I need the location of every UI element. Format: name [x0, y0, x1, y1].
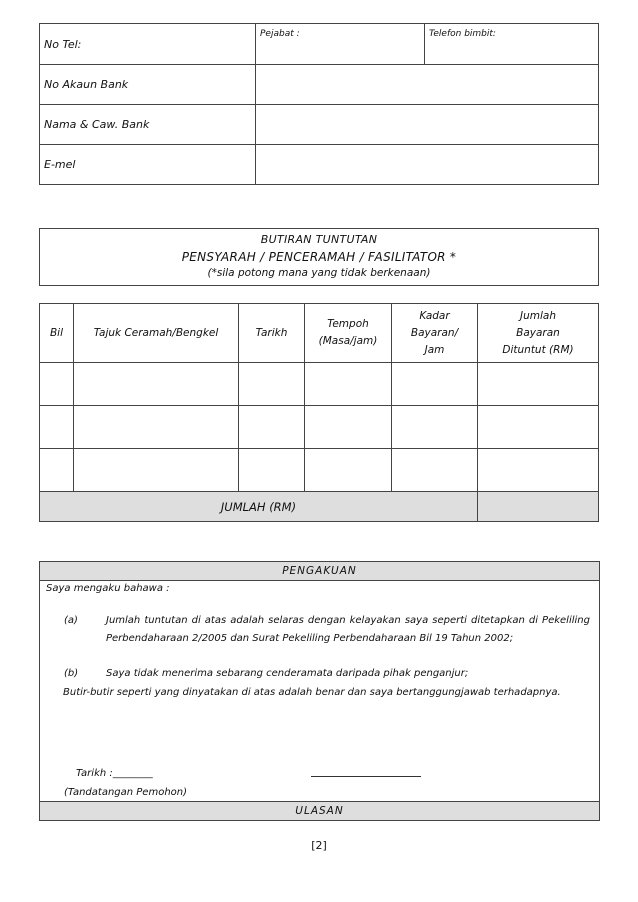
table-cell[interactable] [392, 406, 478, 449]
col-tarikh: Tarikh [239, 304, 305, 363]
table-cell[interactable] [239, 449, 305, 492]
claim-title: BUTIRAN TUNTUTAN [260, 233, 378, 246]
bank-name-label: Nama & Caw. Bank [40, 105, 256, 145]
table-cell[interactable] [40, 449, 74, 492]
col-jumlah-line2: Bayaran [516, 326, 560, 339]
claim-table-header [40, 304, 599, 363]
col-tempoh-line1: Tempoh [327, 318, 369, 330]
acknowledgement-intro: Saya mengaku bahawa : [46, 583, 170, 594]
total-value-cell[interactable] [478, 492, 599, 522]
table-cell[interactable] [74, 449, 239, 492]
table-row [40, 363, 599, 406]
claim-note: (*sila potong mana yang tidak berkenaan) [207, 267, 431, 279]
tel-label: No Tel: [40, 24, 256, 65]
total-row [40, 492, 599, 522]
table-cell[interactable] [74, 406, 239, 449]
date-field[interactable]: Tarikh :________ [76, 768, 153, 779]
col-tajuk: Tajuk Ceramah/Bengkel [74, 304, 239, 363]
col-jumlah-line1: Jumlah [520, 309, 556, 322]
acknowledgement-title: PENGAKUAN [40, 562, 599, 581]
table-cell[interactable] [392, 449, 478, 492]
remarks-title: ULASAN [40, 801, 599, 820]
col-bil: Bil [40, 304, 74, 363]
item-b-number: (b) [64, 668, 79, 679]
table-cell[interactable] [478, 363, 599, 406]
claim-role-line: PENSYARAH / PENCERAMAH / FASILITATOR * [181, 250, 457, 264]
col-tempoh [305, 304, 392, 363]
col-kadar-line3: Jam [424, 343, 445, 356]
table-cell[interactable] [305, 449, 392, 492]
bank-name-field[interactable] [256, 105, 599, 145]
col-kadar-line2: Bayaran/ [410, 326, 459, 339]
bank-account-field[interactable] [256, 65, 599, 105]
table-row [40, 449, 599, 492]
col-jumlah [478, 304, 599, 363]
claim-table [39, 303, 599, 522]
contact-table [39, 23, 599, 185]
table-cell[interactable] [40, 406, 74, 449]
table-cell[interactable] [478, 406, 599, 449]
table-cell[interactable] [239, 363, 305, 406]
table-cell[interactable] [40, 363, 74, 406]
col-kadar-line1: Kadar [419, 309, 450, 322]
table-row [40, 406, 599, 449]
claim-details-header [39, 228, 599, 286]
table-cell[interactable] [305, 406, 392, 449]
bank-account-label: No Akaun Bank [40, 65, 256, 105]
col-jumlah-line3: Dituntut (RM) [502, 343, 574, 356]
acknowledgement-section [39, 561, 600, 821]
table-cell[interactable] [74, 363, 239, 406]
email-label: E-mel [40, 145, 256, 185]
col-kadar [392, 304, 478, 363]
item-b-text: Saya tidak menerima sebarang cenderamata daripada pihak penganjur; [106, 668, 469, 679]
signature-line[interactable] [311, 776, 421, 777]
page-number: [2] [311, 839, 327, 852]
col-tempoh-line2: (Masa/jam) [318, 335, 378, 347]
mobile-phone-field[interactable]: Telefon bimbit: [425, 24, 599, 65]
table-cell[interactable] [392, 363, 478, 406]
item-a-number: (a) [64, 615, 78, 626]
table-cell[interactable] [478, 449, 599, 492]
table-cell[interactable] [305, 363, 392, 406]
declaration-text: Butir-butir seperti yang dinyatakan di atas adalah benar dan saya bertanggungjawab terhadapnya. [63, 687, 561, 698]
office-phone-field[interactable]: Pejabat : [256, 24, 425, 65]
signature-label: (Tandatangan Pemohon) [64, 787, 188, 798]
total-label: JUMLAH (RM) [40, 492, 478, 522]
item-a-text: Jumlah tuntutan di atas adalah selaras dengan kelayakan saya seperti ditetapkan di Pekeliling Perbendaharaan 2/2005 dan Surat Pekeliling Perbendaharaan Bil 19 Tahun 2002; [106, 615, 590, 644]
email-field[interactable] [256, 145, 599, 185]
table-cell[interactable] [239, 406, 305, 449]
